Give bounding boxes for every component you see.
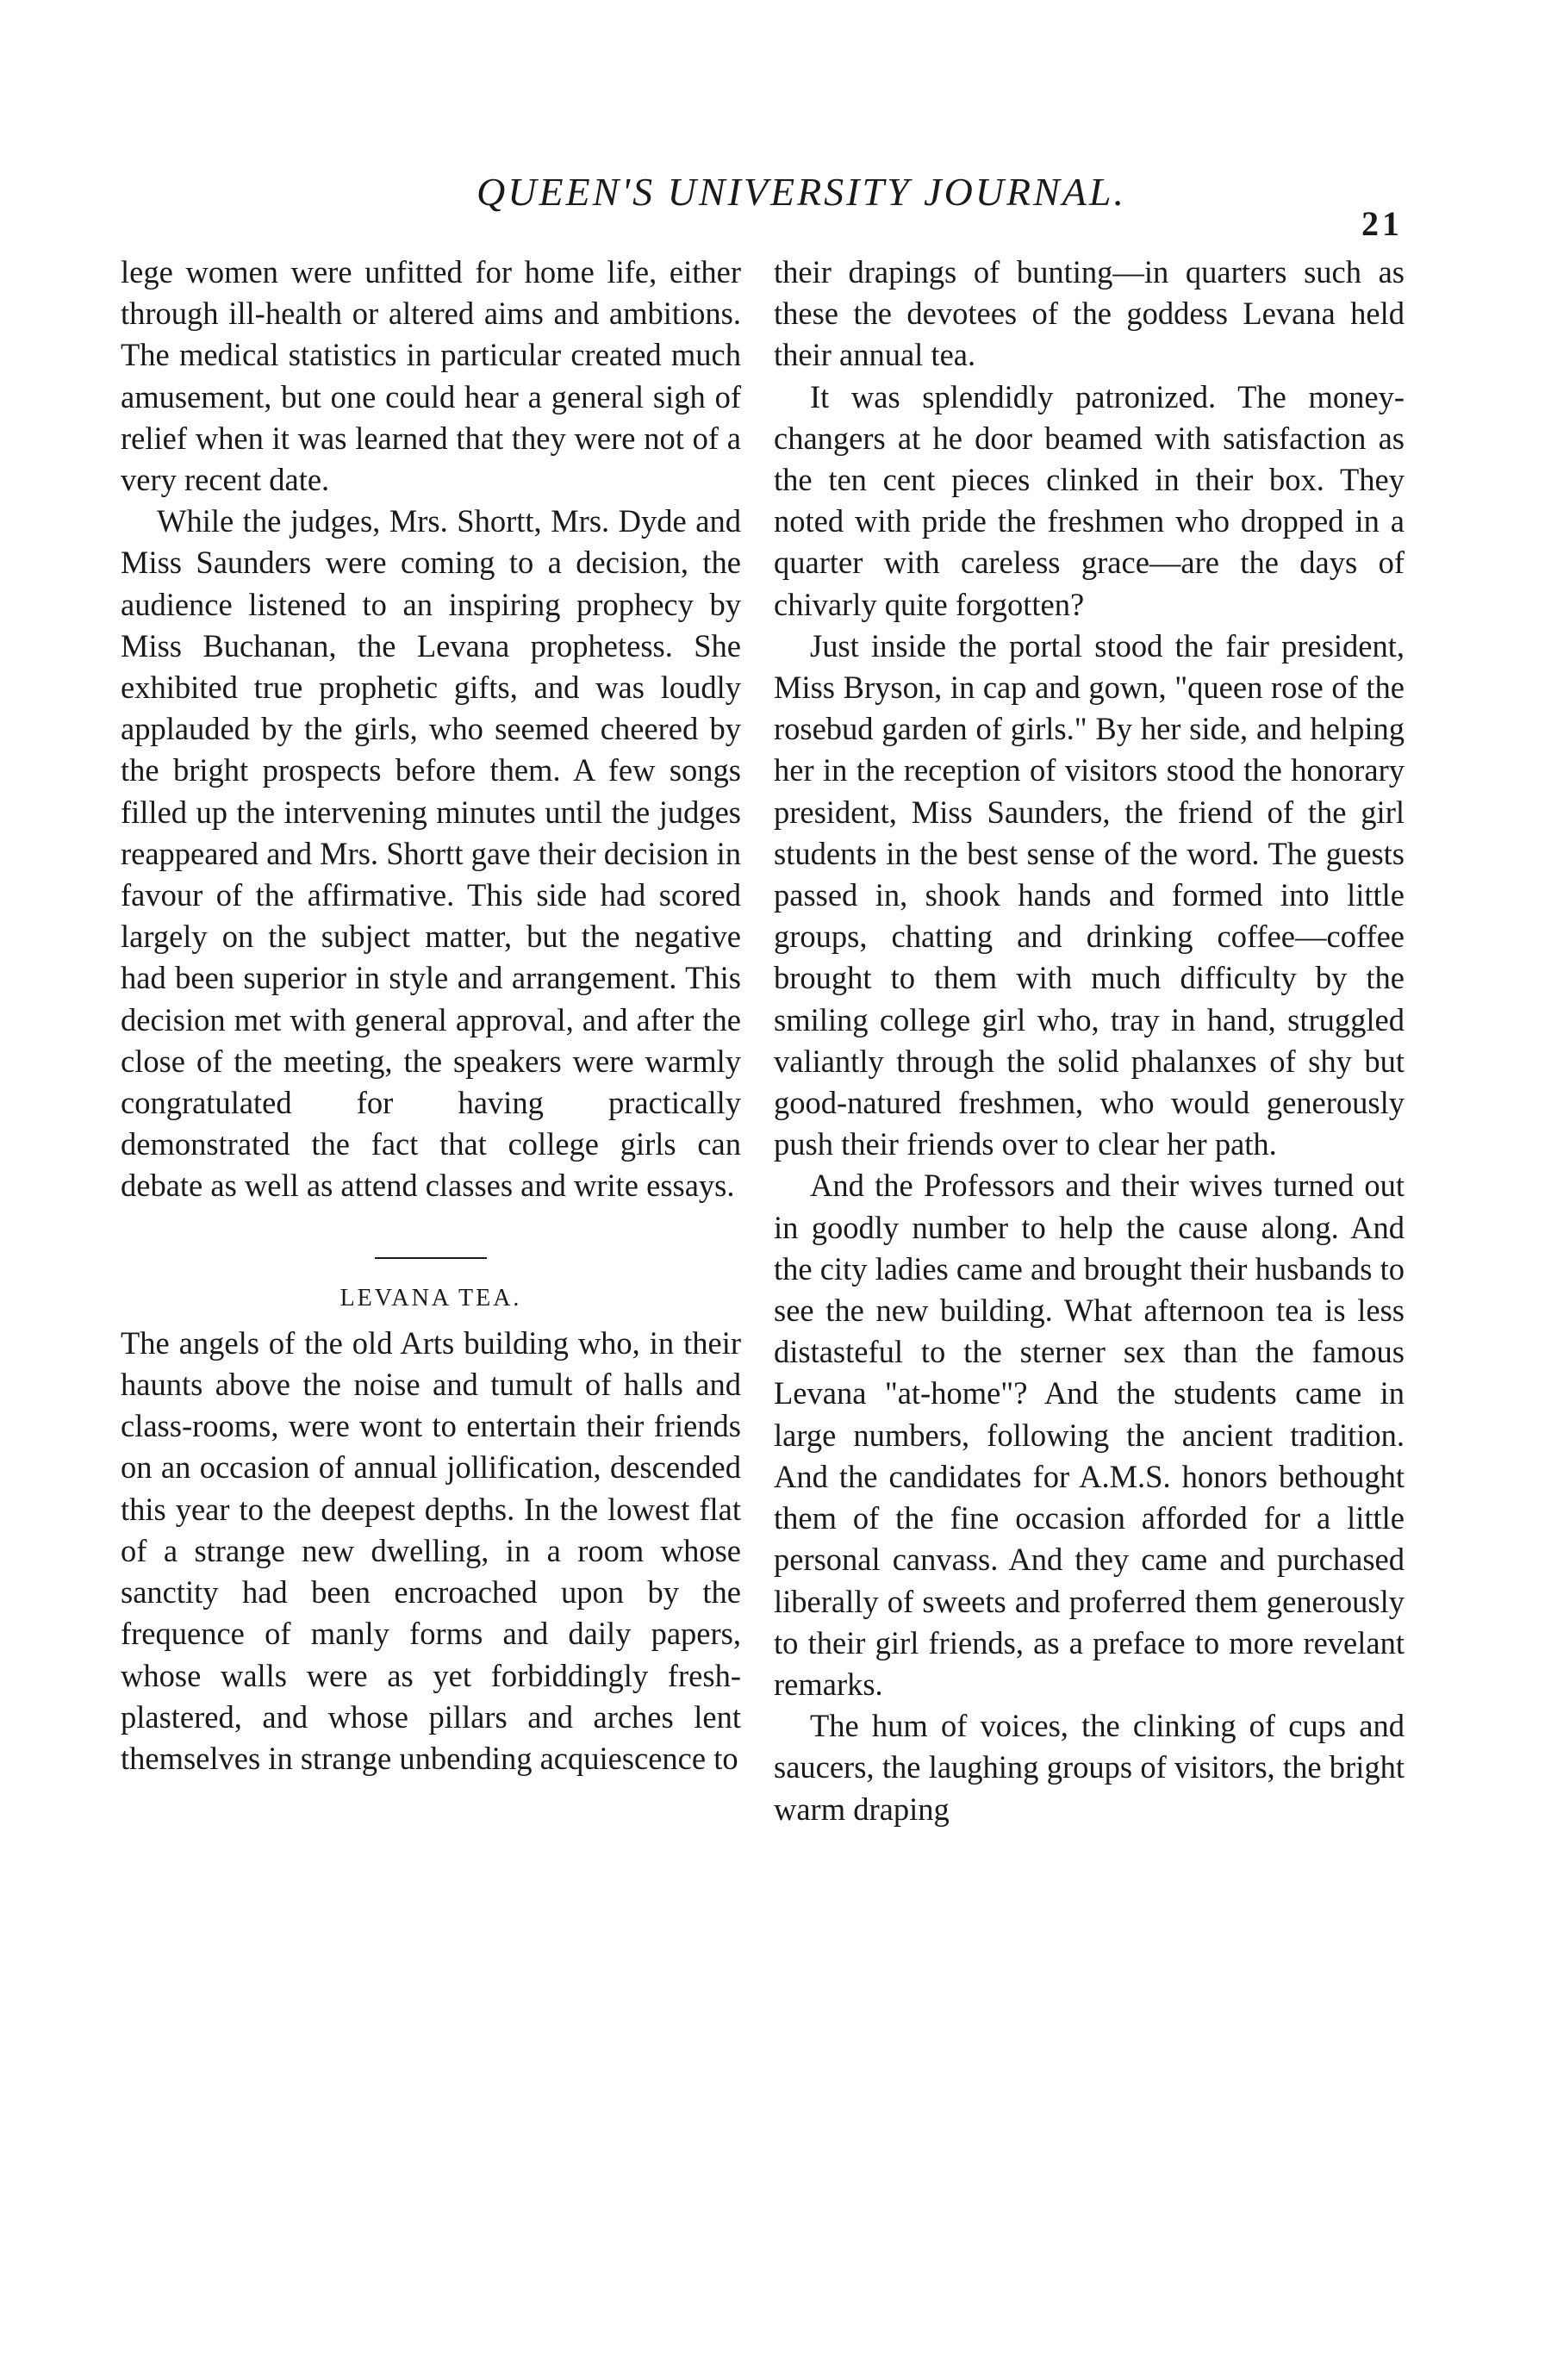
section-heading-levana-tea: LEVANA TEA.: [339, 1284, 522, 1311]
section-divider: [375, 1257, 487, 1259]
paragraph-drapings: their drapings of bunting—in quarters such as these the devotees of the goddess Levana held their annual tea.: [774, 254, 1405, 373]
paragraph-portal: Just inside the portal stood the fair president, Miss Bryson, in cap and gown, "queen rose of the rosebud garden of girls." By her side, and helping her in the reception of visitors stood the honorary president, Miss Saunders, the friend of the girl students in the best sense of the word. The guests passed in, shook hands and formed into little groups, chatting and drinking coffee—coffee brought to them with much difficulty by the smiling college girl who, tray in hand, struggled valiantly through the solid phalanxes of shy but good-natured freshmen, who would generously push their friends over to clear her path.: [774, 627, 1405, 1162]
paragraph-patronized: It was splendidly patronized. The money-changers at he door beamed with satisfaction as the ten cent pieces clinked in their box. They noted with pride the freshmen who dropped in a quarter with careless grace—are the days of chivarly quite forgotten?: [774, 378, 1405, 622]
running-title: QUEEN'S UNIVERSITY JOURNAL.: [477, 170, 1126, 214]
paragraph-professors: And the Professors and their wives turned out in goodly number to help the cause along. And the city ladies came and brought their husbands to see the new building. What afternoon tea is less distasteful to the sterner sex than the famous Levana "at-home"? And the students came in large numbers, following the ancient tradition. And the candidates for A.M.S. honors bethought them of the fine occasion afforded for a little personal canvass. And they came and purchased liberally of sweets and proferred them generously to their girl friends, as a preface to more revelant remarks.: [774, 1168, 1405, 1702]
paragraph-judges: While the judges, Mrs. Shortt, Mrs. Dyde and Miss Saunders were coming to a decision, the audience listened to an inspiring prophecy by Miss Buchanan, the Levana prophetess. She exhibited true prophetic gifts, and was loudly applauded by the girls, who seemed cheered by the bright prospects before them. A few songs filled up the intervening minutes until the judges reappeared and Mrs. Shortt gave their decision in favour of the affirmative. This side had scored largely on the subject matter, but the negative had been superior in style and arrangement. This decision met with general approval, and after the close of the meeting, the speakers were warmly congratulated for having practically demonstrated the fact that college girls can debate as well as attend classes and write essays.: [121, 503, 741, 1204]
paragraph-angels: The angels of the old Arts building who, in their haunts above the noise and tumult of halls and class-rooms, were wont to entertain their friends on an occasion of annual jollification, descended this year to the deepest depths. In the lowest flat of a strange new dwelling, in a room whose sanctity had been encroached upon by the frequence of manly forms and daily papers, whose walls were as yet forbiddingly fresh-plastered, and whose pillars and arches lent themselves in strange unbending acquiescence to: [121, 1324, 741, 1776]
left-column: [121, 252, 741, 1779]
paragraph-continued: lege women were unfitted for home life, either through ill-health or altered aims and ambitions. The medical statistics in particular created much amusement, but one could hear a general sigh of relief when it was learned that they were not of a very recent date.: [121, 254, 741, 498]
right-column: [774, 252, 1405, 1830]
paragraph-hum-of-voices: The hum of voices, the clinking of cups and saucers, the laughing groups of visitors, the bright warm draping: [774, 1708, 1405, 1827]
page-number: 21: [1361, 204, 1403, 243]
